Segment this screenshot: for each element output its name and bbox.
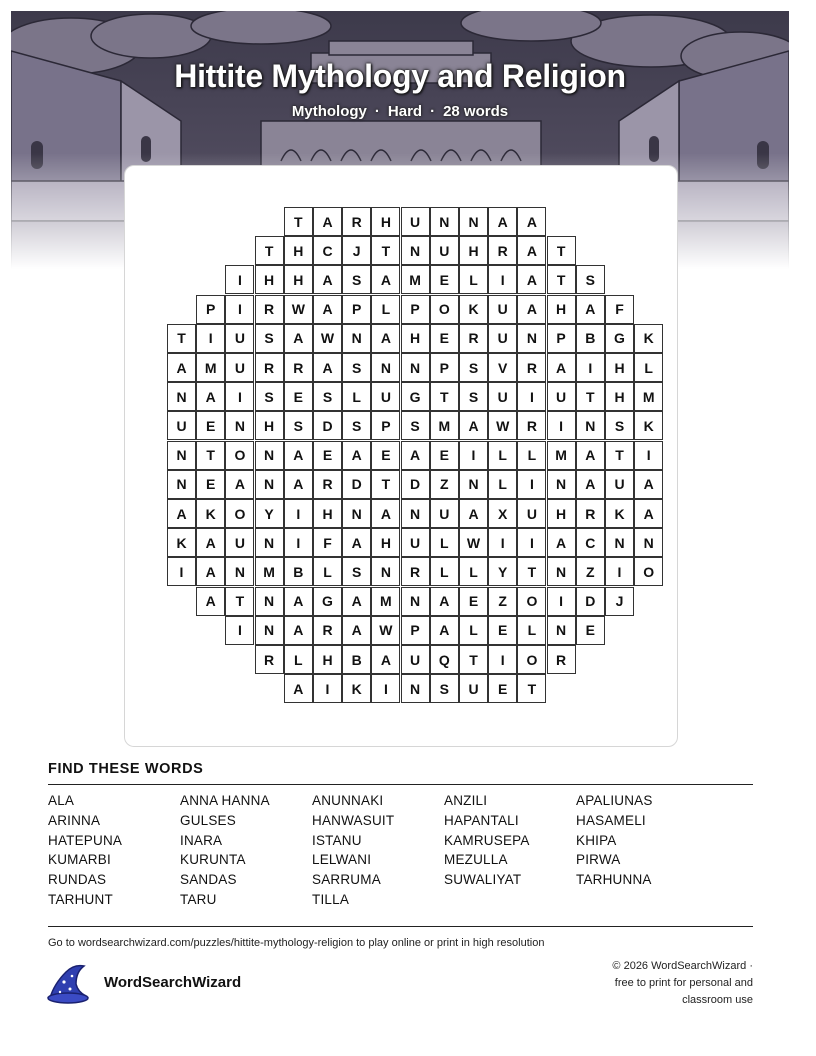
grid-cell[interactable]: T (605, 441, 634, 470)
grid-cell[interactable]: U (225, 528, 254, 557)
grid-cell[interactable]: W (459, 528, 488, 557)
grid-cell[interactable]: U (517, 499, 546, 528)
grid-cell[interactable]: A (313, 353, 342, 382)
grid-cell[interactable]: B (284, 557, 313, 586)
grid-cell[interactable]: I (225, 616, 254, 645)
grid-cell[interactable]: I (605, 557, 634, 586)
separator-dot: · (374, 103, 380, 120)
grid-cell[interactable]: I (517, 470, 546, 499)
grid-cell[interactable]: R (517, 411, 546, 440)
grid-cell[interactable]: L (517, 441, 546, 470)
grid-cell[interactable]: H (605, 353, 634, 382)
grid-cell[interactable]: S (605, 411, 634, 440)
grid-cell[interactable]: M (196, 353, 225, 382)
word-list-item: ARINNA (48, 812, 101, 828)
grid-cell[interactable]: T (255, 236, 284, 265)
grid-cell[interactable]: A (284, 674, 313, 703)
grid-cell[interactable]: N (342, 499, 371, 528)
grid-cell[interactable]: N (517, 324, 546, 353)
grid-cell[interactable]: K (634, 411, 663, 440)
grid-cell[interactable]: P (401, 616, 430, 645)
grid-cell[interactable]: A (517, 236, 546, 265)
grid-cell[interactable]: K (634, 324, 663, 353)
grid-cell[interactable]: L (517, 616, 546, 645)
grid-cell[interactable]: Z (488, 587, 517, 616)
grid-cell[interactable]: A (576, 441, 605, 470)
puzzle-meta (0, 103, 800, 120)
grid-cell[interactable]: U (401, 645, 430, 674)
grid-cell[interactable]: A (371, 324, 400, 353)
grid-cell[interactable]: T (547, 265, 576, 294)
word-list-item: TILLA (312, 892, 350, 907)
grid-cell[interactable]: A (313, 207, 342, 236)
grid-cell[interactable]: A (517, 207, 546, 236)
grid-cell[interactable]: P (430, 353, 459, 382)
grid-cell[interactable]: T (517, 674, 546, 703)
grid-cell[interactable]: A (313, 295, 342, 324)
grid-cell[interactable]: A (371, 499, 400, 528)
grid-cell[interactable]: A (284, 616, 313, 645)
word-list-item: ANUNNAKI (312, 793, 384, 808)
grid-cell[interactable]: O (634, 557, 663, 586)
grid-cell[interactable]: W (488, 411, 517, 440)
grid-cell[interactable]: A (284, 587, 313, 616)
grid-cell[interactable]: S (342, 353, 371, 382)
difficulty-label: Hard (387, 103, 423, 120)
grid-cell[interactable]: U (488, 382, 517, 411)
category-label: Mythology (291, 103, 367, 120)
word-list-heading: FIND THESE WORDS (48, 761, 204, 777)
grid-cell[interactable]: I (225, 265, 254, 294)
grid-cell[interactable]: L (634, 353, 663, 382)
word-list-item: KAMRUSEPA (444, 832, 530, 848)
grid-cell[interactable]: A (459, 499, 488, 528)
grid-cell[interactable]: L (371, 295, 400, 324)
grid-cell[interactable]: S (401, 411, 430, 440)
separator-dot: · (430, 103, 436, 120)
grid-cell[interactable]: R (488, 236, 517, 265)
grid-cell[interactable]: O (517, 587, 546, 616)
grid-cell[interactable]: D (342, 470, 371, 499)
grid-cell[interactable]: C (313, 236, 342, 265)
grid-cell[interactable]: N (255, 587, 284, 616)
grid-cell[interactable]: N (255, 470, 284, 499)
grid-cell[interactable]: N (459, 470, 488, 499)
puzzle-title: Hittite Mythology and Religion (174, 58, 626, 94)
grid-cell[interactable]: N (342, 324, 371, 353)
grid-cell[interactable]: S (284, 411, 313, 440)
grid-cell[interactable]: U (430, 499, 459, 528)
grid-cell[interactable]: I (517, 528, 546, 557)
grid-cell[interactable]: H (371, 528, 400, 557)
grid-cell[interactable]: U (401, 207, 430, 236)
grid-cell[interactable]: A (342, 441, 371, 470)
grid-cell[interactable]: E (459, 587, 488, 616)
word-list-item: ANZILI (444, 793, 488, 808)
grid-cell[interactable]: Z (576, 557, 605, 586)
grid-cell[interactable]: L (459, 265, 488, 294)
grid-cell[interactable]: I (488, 645, 517, 674)
grid-cell[interactable]: P (196, 295, 225, 324)
grid-cell[interactable]: L (459, 557, 488, 586)
grid-cell[interactable]: N (401, 499, 430, 528)
word-list-item: GULSES (180, 812, 236, 828)
grid-cell[interactable]: R (255, 645, 284, 674)
grid-cell[interactable]: L (284, 645, 313, 674)
grid-cell[interactable]: Y (488, 557, 517, 586)
grid-cell[interactable]: A (517, 295, 546, 324)
grid-cell[interactable]: N (401, 236, 430, 265)
grid-cell[interactable]: I (517, 382, 546, 411)
grid-cell[interactable]: S (459, 353, 488, 382)
grid-cell[interactable]: A (371, 645, 400, 674)
grid-cell[interactable]: S (342, 411, 371, 440)
grid-cell[interactable]: T (225, 587, 254, 616)
grid-cell[interactable]: Q (430, 645, 459, 674)
grid-cell[interactable]: S (459, 382, 488, 411)
grid-cell[interactable]: S (255, 324, 284, 353)
grid-cell[interactable]: J (605, 587, 634, 616)
grid-cell[interactable]: L (488, 470, 517, 499)
grid-cell[interactable]: G (313, 587, 342, 616)
grid-cell[interactable]: L (430, 528, 459, 557)
grid-cell[interactable]: R (342, 207, 371, 236)
grid-cell[interactable]: H (313, 645, 342, 674)
grid-cell[interactable]: K (167, 528, 196, 557)
grid-cell[interactable]: U (430, 236, 459, 265)
grid-cell[interactable]: E (196, 470, 225, 499)
grid-cell[interactable]: N (605, 528, 634, 557)
grid-cell[interactable]: A (576, 470, 605, 499)
grid-cell[interactable]: A (284, 324, 313, 353)
grid-cell[interactable]: I (547, 411, 576, 440)
grid-cell[interactable]: K (605, 499, 634, 528)
grid-cell[interactable]: A (488, 207, 517, 236)
word-list-item: SUWALIYAT (444, 872, 522, 888)
word-list-item: SARRUMA (312, 872, 381, 888)
word-list-item: MEZULLA (444, 852, 508, 868)
grid-cell[interactable]: A (196, 557, 225, 586)
grid-cell[interactable]: A (371, 265, 400, 294)
grid-cell[interactable]: M (547, 441, 576, 470)
grid-cell[interactable]: A (196, 382, 225, 411)
word-list-item: APALIUNAS (576, 793, 653, 808)
grid-cell[interactable]: I (371, 674, 400, 703)
grid-cell[interactable]: D (401, 470, 430, 499)
grid-cell[interactable]: A (547, 353, 576, 382)
grid-cell[interactable]: M (371, 587, 400, 616)
grid-cell[interactable]: E (371, 441, 400, 470)
grid-cell[interactable]: G (401, 382, 430, 411)
grid-cell[interactable]: H (371, 207, 400, 236)
grid-cell[interactable]: B (342, 645, 371, 674)
grid-cell[interactable]: R (547, 645, 576, 674)
grid-cell[interactable]: V (488, 353, 517, 382)
grid-cell[interactable]: N (167, 470, 196, 499)
grid-cell[interactable]: U (488, 295, 517, 324)
grid-cell[interactable]: U (225, 353, 254, 382)
grid-cell[interactable]: H (547, 295, 576, 324)
grid-cell[interactable]: H (401, 324, 430, 353)
grid-cell[interactable]: T (547, 236, 576, 265)
grid-cell[interactable]: U (401, 528, 430, 557)
word-list-item: HAPANTALI (444, 812, 519, 828)
grid-cell[interactable]: I (313, 674, 342, 703)
grid-cell[interactable]: R (459, 324, 488, 353)
word-list-item: PIRWA (576, 852, 621, 868)
grid-cell[interactable]: A (401, 441, 430, 470)
grid-cell[interactable]: E (313, 441, 342, 470)
grid-cell[interactable]: D (313, 411, 342, 440)
grid-cell[interactable]: T (576, 382, 605, 411)
grid-cell[interactable]: U (547, 382, 576, 411)
grid-cell[interactable]: E (196, 411, 225, 440)
grid-cell[interactable]: I (225, 382, 254, 411)
word-count-label: 28 words (443, 103, 509, 120)
grid-cell[interactable]: N (225, 557, 254, 586)
grid-cell[interactable]: F (605, 295, 634, 324)
copyright-line: free to print for personal and (614, 977, 753, 989)
grid-cell[interactable]: L (459, 616, 488, 645)
grid-cell[interactable]: H (605, 382, 634, 411)
grid-cell[interactable]: A (576, 295, 605, 324)
grid-cell[interactable]: M (401, 265, 430, 294)
grid-cell[interactable]: N (547, 616, 576, 645)
copyright-line: classroom use (682, 994, 753, 1006)
grid-cell[interactable]: J (342, 236, 371, 265)
grid-cell[interactable]: R (401, 557, 430, 586)
grid-cell[interactable]: R (313, 470, 342, 499)
grid-cell[interactable]: T (167, 324, 196, 353)
grid-cell[interactable]: F (313, 528, 342, 557)
grid-cell[interactable]: N (634, 528, 663, 557)
grid-cell[interactable]: A (167, 353, 196, 382)
grid-cell[interactable]: T (196, 441, 225, 470)
grid-cell[interactable]: M (430, 411, 459, 440)
footer-url-text: Go to wordsearchwizard.com/puzzles/hittite-mythology-religion to play online or print in high resolution (48, 937, 545, 949)
grid-cell[interactable]: N (547, 470, 576, 499)
grid-cell[interactable]: A (459, 411, 488, 440)
grid-cell[interactable]: P (547, 324, 576, 353)
grid-cell[interactable]: U (225, 324, 254, 353)
grid-cell[interactable]: T (459, 645, 488, 674)
grid-cell[interactable]: I (488, 528, 517, 557)
grid-cell[interactable]: T (430, 382, 459, 411)
grid-cell[interactable]: D (576, 587, 605, 616)
grid-cell[interactable]: B (576, 324, 605, 353)
word-list-item: ALA (48, 793, 75, 808)
grid-cell[interactable]: A (196, 528, 225, 557)
grid-cell[interactable]: H (313, 499, 342, 528)
word-list-item: ANNA HANNA (180, 793, 270, 808)
grid-cell[interactable]: N (401, 674, 430, 703)
grid-cell[interactable]: E (430, 324, 459, 353)
grid-cell[interactable]: I (634, 441, 663, 470)
word-list-item: HANWASUIT (312, 812, 395, 828)
grid-cell[interactable]: R (517, 353, 546, 382)
grid-cell[interactable]: U (459, 674, 488, 703)
word-list-item: INARA (180, 832, 223, 848)
grid-cell[interactable]: A (430, 587, 459, 616)
grid-cell[interactable]: M (255, 557, 284, 586)
word-list-item: HASAMELI (576, 812, 646, 828)
grid-cell[interactable]: E (284, 382, 313, 411)
grid-cell[interactable]: I (284, 499, 313, 528)
grid-cell[interactable]: G (605, 324, 634, 353)
grid-cell[interactable]: K (196, 499, 225, 528)
grid-cell[interactable]: A (634, 470, 663, 499)
copyright-line: © 2026 WordSearchWizard · (612, 960, 753, 972)
grid-cell[interactable]: W (284, 295, 313, 324)
grid-cell[interactable]: A (517, 265, 546, 294)
grid-cell[interactable]: A (342, 587, 371, 616)
grid-cell[interactable]: O (225, 499, 254, 528)
grid-cell[interactable]: Z (430, 470, 459, 499)
grid-cell[interactable]: W (313, 324, 342, 353)
grid-cell[interactable]: R (576, 499, 605, 528)
grid-cell[interactable]: N (255, 528, 284, 557)
grid-cell[interactable]: S (430, 674, 459, 703)
grid-cell[interactable]: A (225, 470, 254, 499)
grid-cell[interactable]: C (576, 528, 605, 557)
grid-cell[interactable]: I (459, 441, 488, 470)
grid-cell[interactable]: X (488, 499, 517, 528)
grid-cell[interactable]: I (488, 265, 517, 294)
grid-cell[interactable]: L (430, 557, 459, 586)
grid-cell[interactable]: H (459, 236, 488, 265)
grid-cell[interactable]: N (401, 587, 430, 616)
grid-cell[interactable]: I (576, 353, 605, 382)
grid-cell[interactable]: T (371, 236, 400, 265)
grid-cell[interactable]: R (284, 353, 313, 382)
grid-cell[interactable]: S (342, 265, 371, 294)
footer-divider (48, 926, 753, 927)
grid-cell[interactable]: N (167, 382, 196, 411)
grid-cell[interactable]: M (634, 382, 663, 411)
grid-cell[interactable]: H (284, 236, 313, 265)
grid-cell[interactable]: I (284, 528, 313, 557)
word-list-item: ISTANU (312, 832, 362, 848)
word-list-item: KURUNTA (180, 852, 246, 868)
grid-cell[interactable]: S (342, 557, 371, 586)
grid-cell[interactable]: H (255, 265, 284, 294)
grid-cell[interactable]: N (255, 441, 284, 470)
grid-cell[interactable]: P (401, 295, 430, 324)
word-list-item: SANDAS (180, 872, 237, 888)
word-list-item: TARHUNT (48, 892, 113, 907)
grid-cell[interactable]: L (313, 557, 342, 586)
grid-cell[interactable]: U (167, 411, 196, 440)
grid-cell[interactable]: Y (255, 499, 284, 528)
grid-cell[interactable]: R (255, 353, 284, 382)
grid-cell[interactable]: U (371, 382, 400, 411)
grid-cell[interactable]: A (196, 587, 225, 616)
grid-cell[interactable]: A (342, 528, 371, 557)
word-list-item: RUNDAS (48, 872, 107, 888)
grid-cell[interactable]: L (488, 441, 517, 470)
grid-cell[interactable]: T (517, 557, 546, 586)
grid-cell[interactable]: H (255, 411, 284, 440)
grid-cell[interactable]: N (459, 207, 488, 236)
word-list-item: HATEPUNA (48, 832, 123, 848)
grid-cell[interactable]: S (255, 382, 284, 411)
grid-cell[interactable]: N (547, 557, 576, 586)
grid-cell[interactable]: N (225, 411, 254, 440)
grid-cell[interactable]: L (342, 382, 371, 411)
word-list-item: TARHUNNA (576, 872, 652, 888)
grid-cell[interactable]: O (517, 645, 546, 674)
grid-cell[interactable]: N (255, 616, 284, 645)
wizard-hat-icon (46, 962, 92, 1004)
grid-cell[interactable]: A (284, 470, 313, 499)
word-list-item: TARU (180, 892, 217, 907)
grid-cell[interactable]: E (488, 674, 517, 703)
grid-cell[interactable]: U (605, 470, 634, 499)
grid-cell[interactable]: P (371, 411, 400, 440)
grid-cell[interactable]: H (284, 265, 313, 294)
grid-cell[interactable]: E (430, 265, 459, 294)
grid-cell[interactable]: E (576, 616, 605, 645)
grid-cell[interactable]: O (430, 295, 459, 324)
word-list-divider (48, 784, 753, 785)
grid-cell[interactable]: N (401, 353, 430, 382)
grid-cell[interactable]: E (430, 441, 459, 470)
grid-cell[interactable]: I (167, 557, 196, 586)
grid-cell[interactable]: N (430, 207, 459, 236)
grid-cell[interactable]: A (342, 616, 371, 645)
grid-cell[interactable]: A (430, 616, 459, 645)
grid-cell[interactable]: A (167, 499, 196, 528)
grid-cell[interactable]: S (313, 382, 342, 411)
grid-cell[interactable]: K (459, 295, 488, 324)
grid-cell[interactable]: I (196, 324, 225, 353)
grid-cell[interactable]: A (547, 528, 576, 557)
grid-cell[interactable]: N (371, 557, 400, 586)
grid-cell[interactable]: S (576, 265, 605, 294)
grid-cell[interactable]: N (371, 353, 400, 382)
grid-cell[interactable]: T (371, 470, 400, 499)
grid-cell[interactable]: U (488, 324, 517, 353)
grid-cell[interactable]: R (313, 616, 342, 645)
grid-cell[interactable]: R (255, 295, 284, 324)
grid-cell[interactable]: O (225, 441, 254, 470)
brand-name: WordSearchWizard (104, 974, 242, 991)
copyright-notice (553, 958, 753, 1009)
grid-cell[interactable]: A (284, 441, 313, 470)
word-list-item: KHIPA (576, 832, 617, 848)
grid-cell[interactable]: A (634, 499, 663, 528)
grid-cell[interactable]: N (576, 411, 605, 440)
grid-cell[interactable]: N (167, 441, 196, 470)
grid-cell[interactable]: T (284, 207, 313, 236)
grid-cell[interactable]: K (342, 674, 371, 703)
grid-cell[interactable]: E (488, 616, 517, 645)
word-list-item: KUMARBI (48, 852, 111, 868)
grid-cell[interactable]: I (225, 295, 254, 324)
grid-cell[interactable]: P (342, 295, 371, 324)
grid-cell[interactable]: A (313, 265, 342, 294)
grid-cell[interactable]: I (547, 587, 576, 616)
word-list-item: LELWANI (312, 852, 372, 868)
grid-cell[interactable]: H (547, 499, 576, 528)
grid-cell[interactable]: W (371, 616, 400, 645)
